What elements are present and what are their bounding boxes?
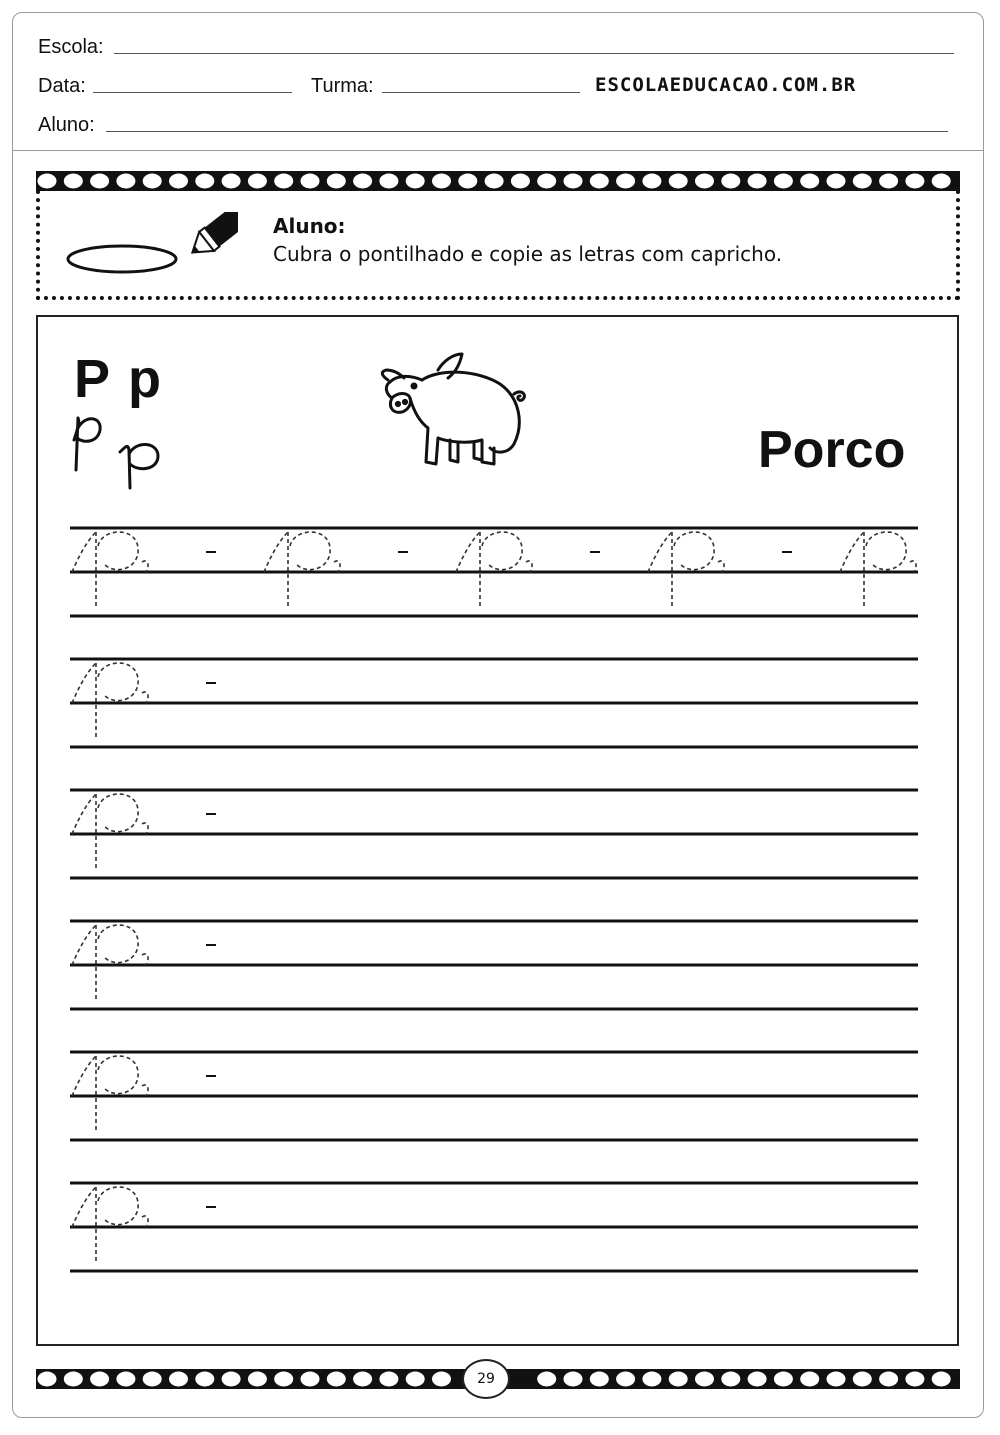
turma-label: Turma: xyxy=(311,75,374,97)
traced-letter-p xyxy=(72,663,148,739)
aluno-label: Aluno: xyxy=(38,114,95,136)
border-dot xyxy=(537,1372,556,1387)
border-dot xyxy=(116,1372,135,1387)
border-dot xyxy=(800,1372,819,1387)
traced-letter-p xyxy=(648,532,724,608)
border-dot xyxy=(774,1372,793,1387)
border-dot xyxy=(327,1372,346,1387)
traced-letter-p xyxy=(840,532,916,608)
border-dot xyxy=(721,1372,740,1387)
print-letters: P p xyxy=(74,349,164,409)
traced-letter-p xyxy=(72,925,148,1001)
border-dot xyxy=(64,1372,83,1387)
border-dot xyxy=(301,1372,320,1387)
border-dot xyxy=(90,1372,109,1387)
border-dot xyxy=(195,1372,214,1387)
border-dot xyxy=(379,1372,398,1387)
border-dot xyxy=(274,1372,293,1387)
traced-letter-p xyxy=(72,1056,148,1132)
traced-letter-p xyxy=(456,532,532,608)
border-dot xyxy=(564,1372,583,1387)
data-label: Data: xyxy=(38,75,86,97)
example-word: Porco xyxy=(758,421,906,479)
traced-letter-p xyxy=(264,532,340,608)
instruction-title: Aluno: xyxy=(273,214,346,238)
border-dot xyxy=(143,1372,162,1387)
border-dot xyxy=(432,1372,451,1387)
border-dot xyxy=(616,1372,635,1387)
border-dot xyxy=(38,1372,57,1387)
border-dot xyxy=(353,1372,372,1387)
border-dot xyxy=(642,1372,661,1387)
border-dot xyxy=(590,1372,609,1387)
border-dot xyxy=(669,1372,688,1387)
border-dot xyxy=(853,1372,872,1387)
escola-label: Escola: xyxy=(38,36,104,58)
site-name: ESCOLAEDUCACAO.COM.BR xyxy=(595,74,857,96)
traced-letter-p xyxy=(72,1187,148,1263)
page-number: 29 xyxy=(462,1359,510,1399)
border-dot xyxy=(932,1372,951,1387)
border-dot xyxy=(879,1372,898,1387)
instruction-text: Cubra o pontilhado e copie as letras com capricho. xyxy=(273,242,783,266)
border-dot xyxy=(827,1372,846,1387)
border-dot xyxy=(222,1372,241,1387)
border-dot xyxy=(905,1372,924,1387)
border-dot xyxy=(406,1372,425,1387)
border-dot xyxy=(248,1372,267,1387)
border-dot xyxy=(748,1372,767,1387)
traced-letter-p xyxy=(72,794,148,870)
border-dot xyxy=(695,1372,714,1387)
border-dot xyxy=(169,1372,188,1387)
traced-letter-p xyxy=(72,532,148,608)
